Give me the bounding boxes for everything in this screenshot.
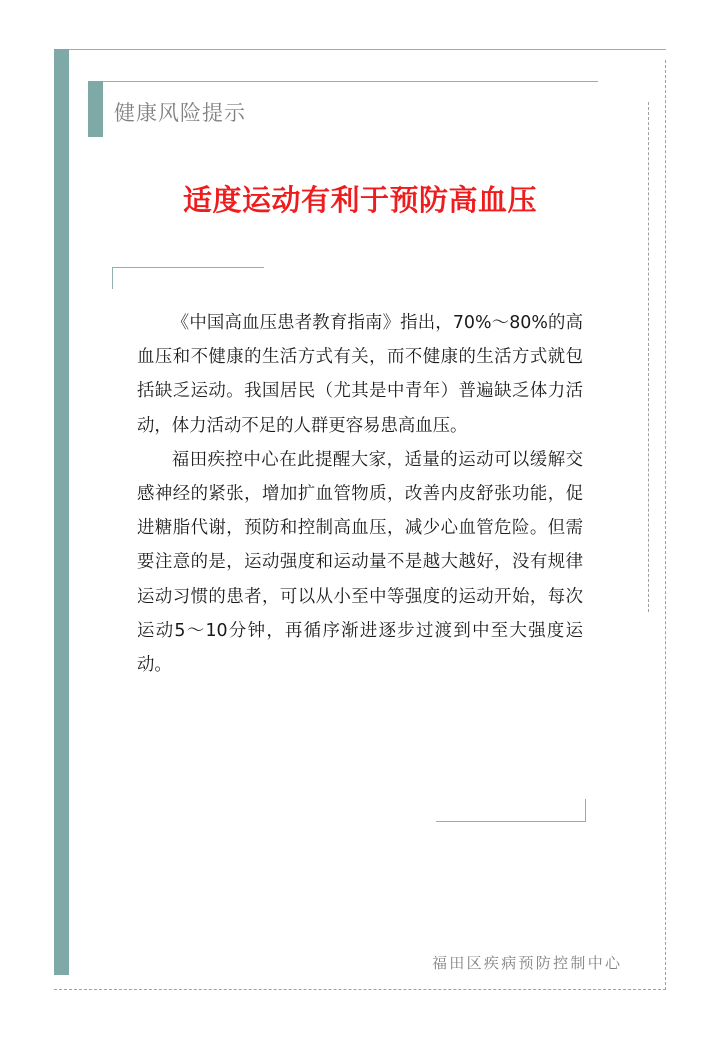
bottom-dashed-border (54, 989, 666, 990)
top-border-line (69, 49, 666, 50)
section-label-top-line (103, 81, 598, 82)
article-body (137, 306, 583, 682)
section-label: 健康风险提示 (114, 101, 246, 125)
article-paragraph: 福田疾控中心在此提醒大家，适量的运动可以缓解交感神经的紧张，增加扩血管物质，改善内皮舒张功能，促进糖脂代谢，预防和控制高血压，减少心血管危险。但需要注意的是，运动强度和运动量不是越大越好，没有规律运动习惯的患者，可以从小至中等强度的运动开始，每次运动5～10分钟，再循序渐进逐步过渡到中至大强度运动。 (137, 449, 583, 676)
section-label-accent-bar (88, 81, 103, 137)
bottom-right-bracket-horizontal (436, 821, 586, 822)
article-paragraph: 《中国高血压患者教育指南》指出，70%～80%的高血压和不健康的生活方式有关，而不健康的生活方式就包括缺乏运动。我国居民（尤其是中青年）普遍缺乏体力活动，体力活动不足的人群更容易患高血压。 (137, 313, 583, 436)
top-left-bracket-horizontal (112, 267, 264, 268)
footer-organization: 福田区疾病预防控制中心 (432, 954, 623, 972)
bottom-right-bracket-vertical (585, 799, 586, 821)
top-left-bracket-vertical (112, 267, 113, 289)
article-title: 适度运动有利于预防高血压 (182, 183, 537, 217)
